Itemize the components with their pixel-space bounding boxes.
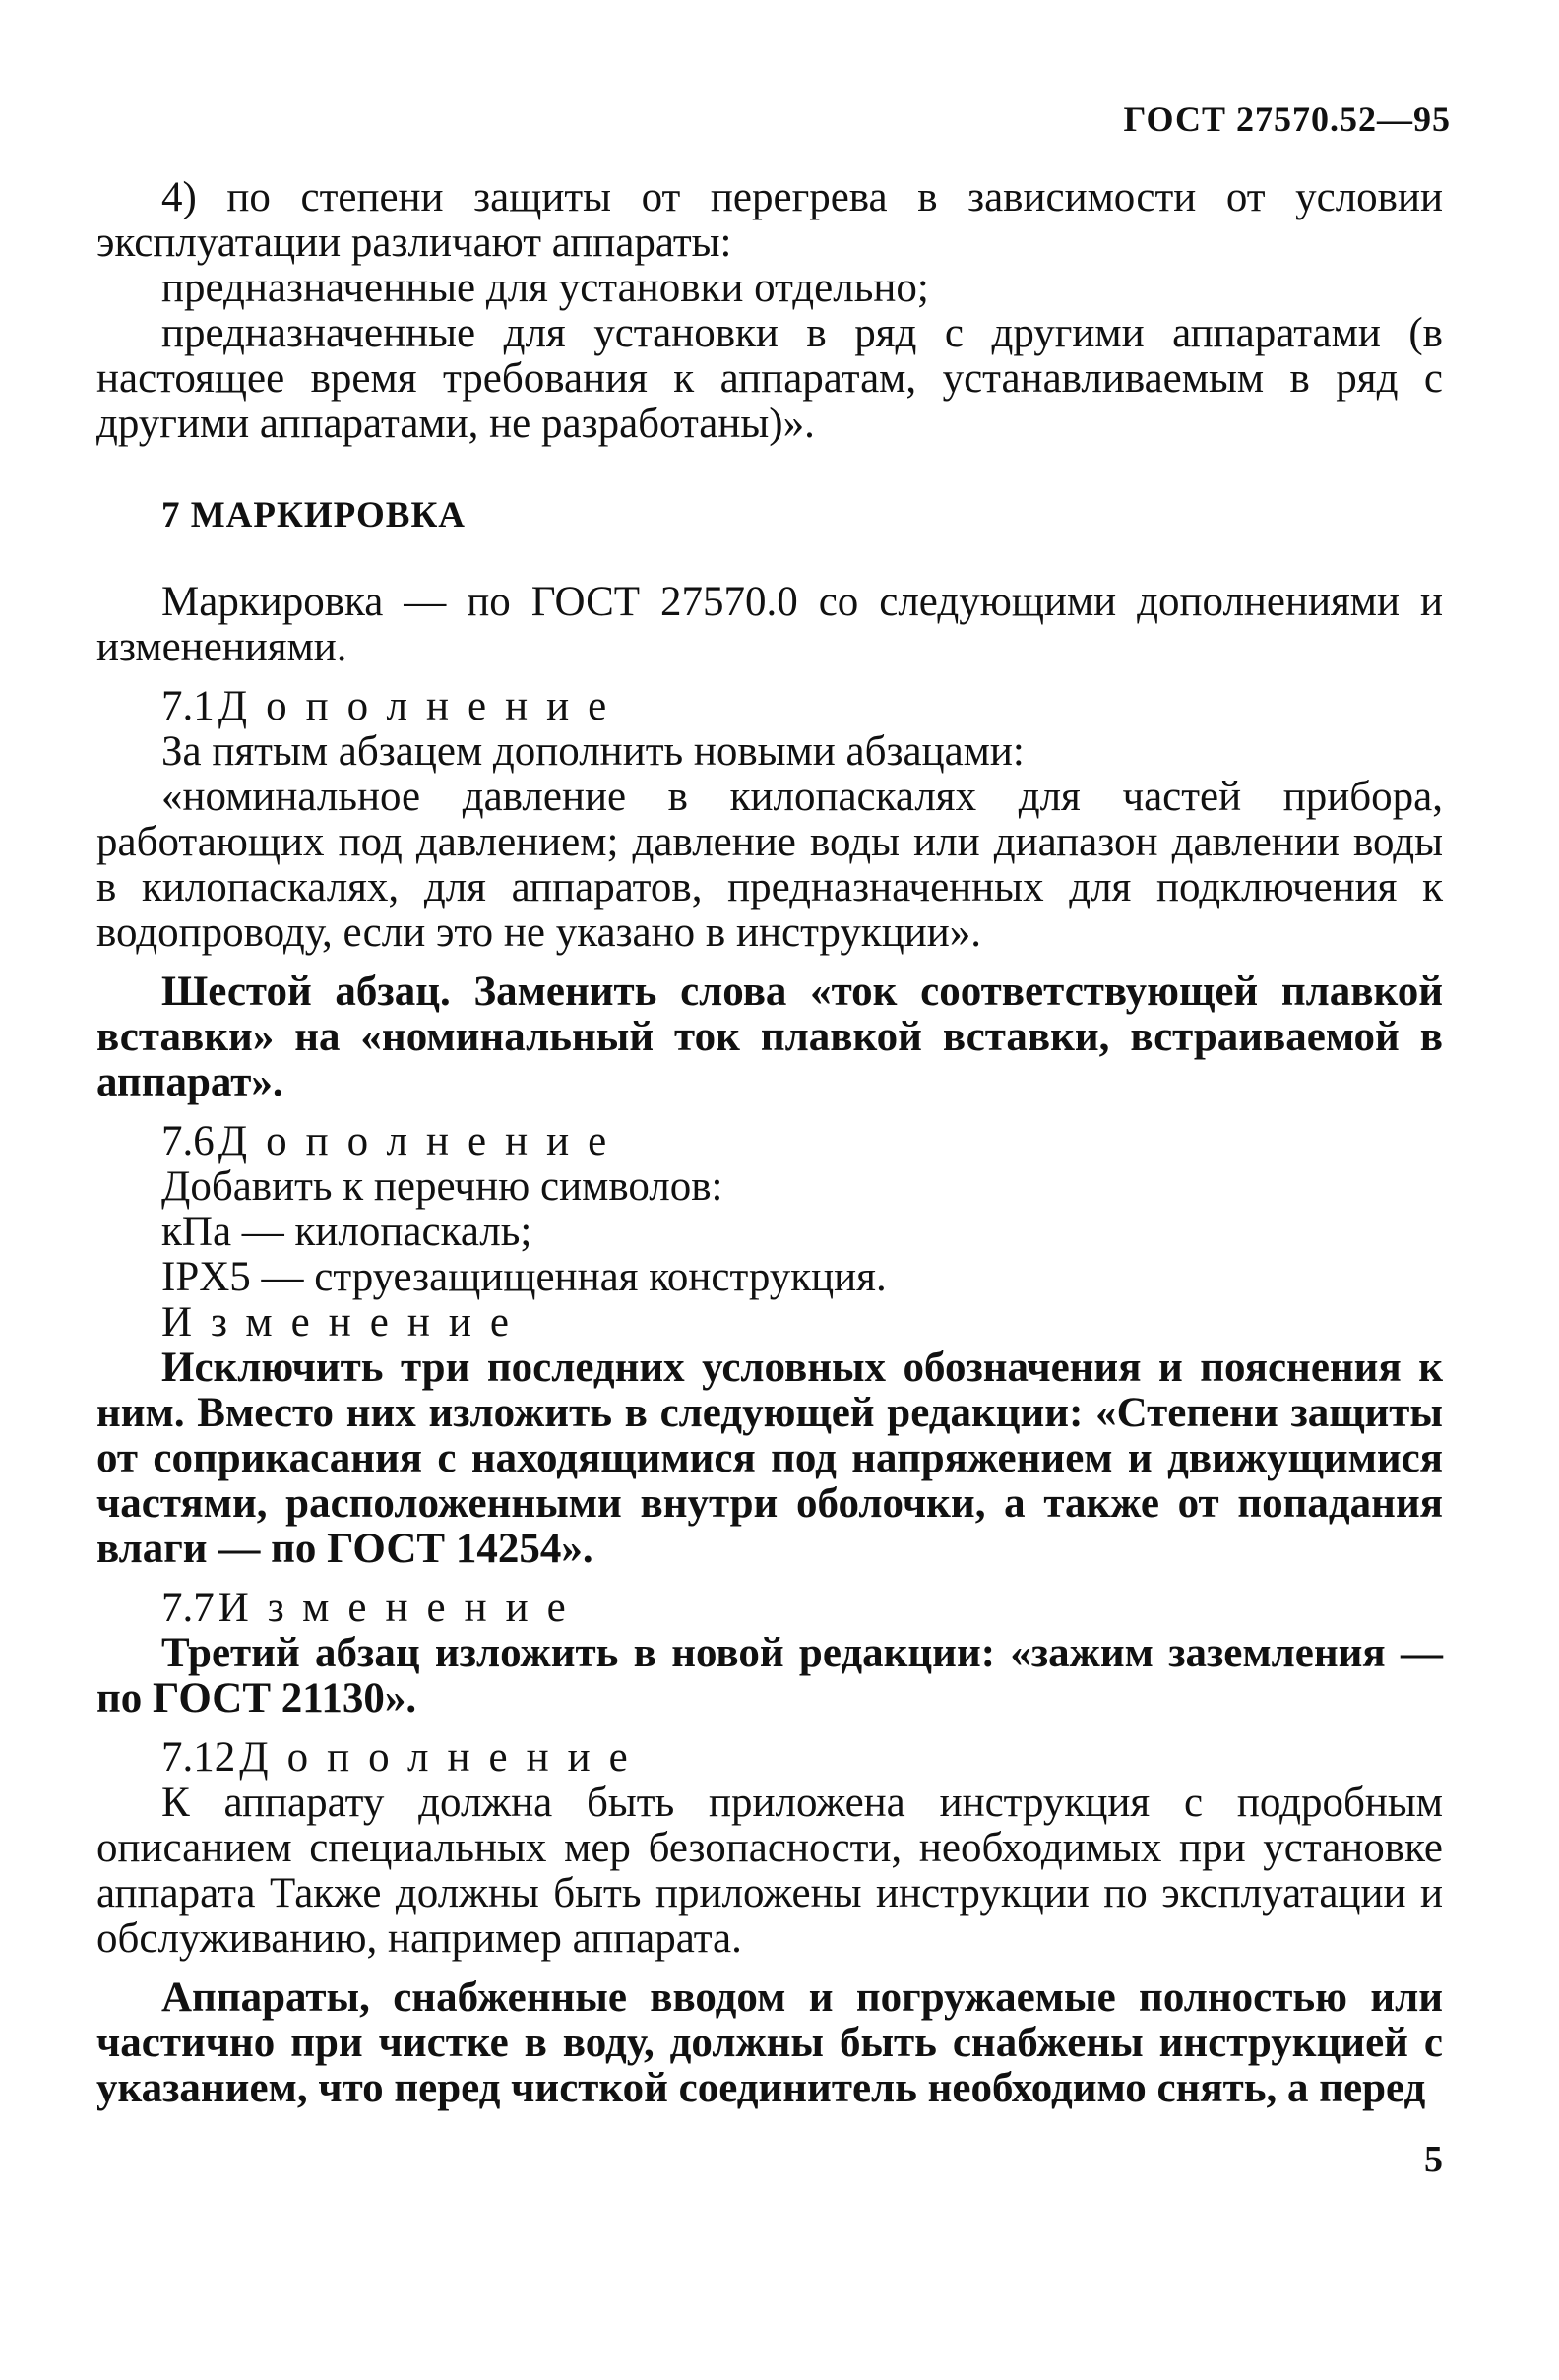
- page-number: 5: [1424, 2139, 1443, 2180]
- paragraph: Добавить к перечню символов:: [161, 1163, 723, 1210]
- paragraph: 4) по степени защиты от перегрева в зависимости от условии эксплуатации различают аппараты:: [96, 174, 1443, 266]
- clause-word: Дополнение: [218, 1118, 626, 1164]
- clause-heading-7-1: [161, 684, 1443, 729]
- clause-heading-change: [161, 1300, 1443, 1346]
- clause-heading-7-12: [161, 1735, 1443, 1781]
- clause-number: 7.12: [161, 1734, 236, 1781]
- paragraph: предназначенные для установки в ряд с другими аппаратами (в настоящее время требования к аппаратам, устанавливаемым в ряд с другими аппаратами, не разработаны)».: [96, 310, 1443, 447]
- paragraph: Третий абзац изложить в новой редакции: «зажим заземления — по ГОСТ 21130».: [96, 1630, 1443, 1722]
- clause-heading-7-6: [161, 1119, 1443, 1164]
- clause-word: Дополнение: [239, 1734, 647, 1781]
- paragraph: предназначенные для установки отдельно;: [161, 265, 929, 311]
- paragraph: Шестой абзац. Заменить слова «ток соответствующей плавкой вставки» на «номинальный ток плавкой вставки, встраиваемой в аппарат».: [96, 969, 1443, 1105]
- paragraph: За пятым абзацем дополнить новыми абзацами:: [161, 728, 1025, 775]
- clause-number: 7.6: [161, 1118, 215, 1164]
- paragraph: К аппарату должна быть приложена инструкция с подробным описанием специальных мер безопасности, необходимых при установке аппарата Также должны быть приложены инструкции по эксплуатации и обслуживанию, например аппарата.: [96, 1780, 1443, 1962]
- paragraph: IPX5 — струезащищенная конструкция.: [161, 1254, 887, 1300]
- document-header: ГОСТ 27570.52—95: [1123, 99, 1451, 139]
- clause-word: Изменение: [218, 1585, 585, 1631]
- paragraph: кПа — килопаскаль;: [161, 1209, 532, 1255]
- paragraph: Маркировка — по ГОСТ 27570.0 со следующими дополнениями и изменениями.: [96, 579, 1443, 670]
- paragraph: Исключить три последних условных обозначения и пояснения к ним. Вместо них изложить в следующей редакции: «Степени защиты от соприкасания с находящимися под напряжением и движущимися частями, расположенными внутри оболочки, а также от попадания влаги — по ГОСТ 14254».: [96, 1345, 1443, 1572]
- clause-heading-7-7: [161, 1586, 1443, 1631]
- clause-number: 7.7: [161, 1585, 215, 1631]
- clause-word: Изменение: [161, 1299, 528, 1346]
- paragraph: «номинальное давление в килопаскалях для частей прибора, работающих под давлением; давление воды или диапазон давлении воды в килопаскалях, для аппаратов, предназначенных для подключения к водопроводу, если это не указано в инструкции».: [96, 774, 1443, 956]
- document-body: [96, 175, 1443, 2111]
- clause-number: 7.1: [161, 683, 215, 729]
- section-title: 7 МАРКИРОВКА: [161, 495, 466, 535]
- paragraph: Аппараты, снабженные вводом и погружаемые полностью или частично при чистке в воду, должны быть снабжены инструкцией с указанием, что перед чисткой соединитель необходимо снять, а перед: [96, 1974, 1443, 2111]
- clause-word: Дополнение: [218, 683, 626, 729]
